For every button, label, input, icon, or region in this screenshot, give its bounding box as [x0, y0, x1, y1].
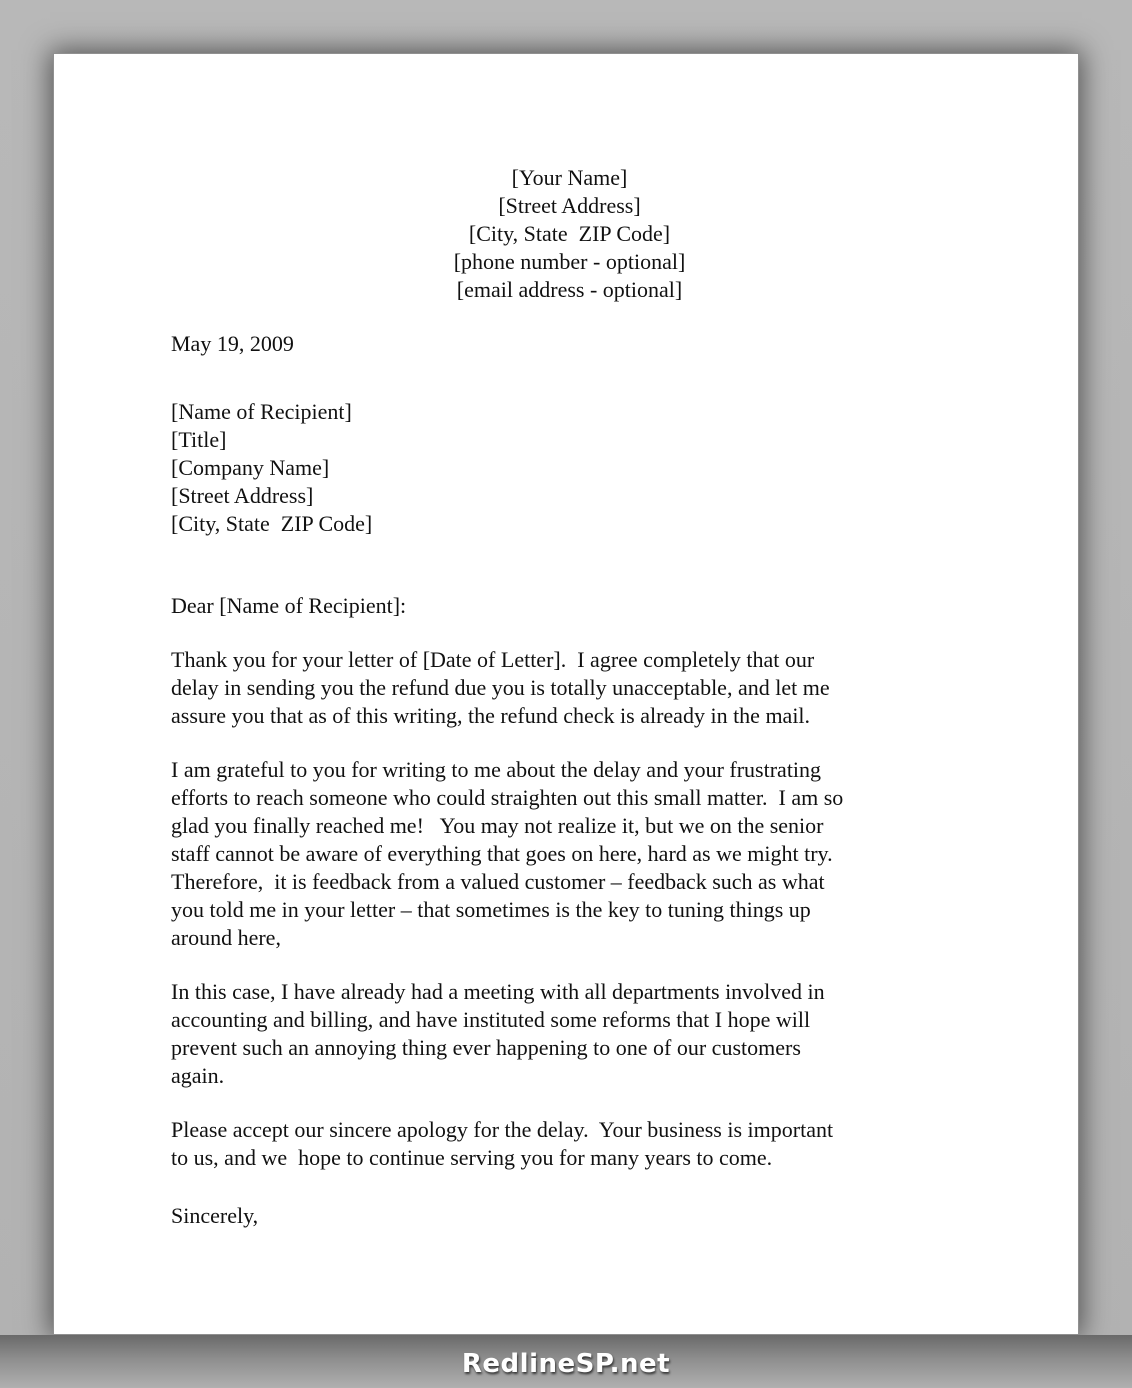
- paragraph-2: [171, 756, 968, 952]
- paragraph-2-line: glad you finally reached me! You may not realize it, but we on the senior: [171, 813, 824, 838]
- paragraph-3-line: again.: [171, 1063, 225, 1088]
- sender-city-line: [City, State ZIP Code]: [468, 221, 671, 246]
- letter-body: [54, 54, 1078, 1230]
- paragraph-4-line: Please accept our sincere apology for the delay. Your business is important: [171, 1117, 834, 1142]
- watermark-text: RedlineSP.net: [461, 1349, 671, 1379]
- salutation: Dear [Name of Recipient]:: [171, 593, 407, 618]
- recipient-street-line: [Street Address]: [171, 483, 314, 508]
- paragraph-2-line: efforts to reach someone who could straighten out this small matter. I am so: [171, 785, 844, 810]
- sender-phone-line: [phone number - optional]: [453, 249, 686, 274]
- paragraph-1: [171, 646, 968, 730]
- footer-shadow-bar: [0, 1335, 1132, 1388]
- closing-signoff: Sincerely,: [171, 1203, 259, 1228]
- paragraph-2-line: Therefore, it is feedback from a valued customer – feedback such as what: [171, 869, 825, 894]
- paragraph-2-line: I am grateful to you for writing to me about the delay and your frustrating: [171, 757, 822, 782]
- recipient-title-line: [Title]: [171, 427, 227, 452]
- sender-address-block: [171, 164, 968, 304]
- paragraph-3: [171, 978, 968, 1090]
- paragraph-2-line: staff cannot be aware of everything that goes on here, hard as we might try.: [171, 841, 833, 866]
- paragraph-3-line: prevent such an annoying thing ever happening to one of our customers: [171, 1035, 801, 1060]
- paragraph-1-line: assure you that as of this writing, the refund check is already in the mail.: [171, 703, 811, 728]
- paragraph-2-line: around here,: [171, 925, 281, 950]
- paragraph-4: [171, 1116, 968, 1172]
- recipient-company-line: [Company Name]: [171, 455, 330, 480]
- recipient-address-block: [171, 398, 968, 538]
- paragraph-1-line: delay in sending you the refund due you is totally unacceptable, and let me: [171, 675, 830, 700]
- letter-date: May 19, 2009: [171, 331, 294, 356]
- paragraph-4-line: to us, and we hope to continue serving you for many years to come.: [171, 1145, 773, 1170]
- recipient-name-line: [Name of Recipient]: [171, 399, 352, 424]
- sender-street-line: [Street Address]: [498, 193, 641, 218]
- paragraph-2-line: you told me in your letter – that sometimes is the key to tuning things up: [171, 897, 811, 922]
- paragraph-3-line: In this case, I have already had a meeting with all departments involved in: [171, 979, 825, 1004]
- paragraph-1-line: Thank you for your letter of [Date of Letter]. I agree completely that our: [171, 647, 815, 672]
- letter-page: [53, 53, 1079, 1335]
- paragraph-3-line: accounting and billing, and have instituted some reforms that I hope will: [171, 1007, 811, 1032]
- sender-name-line: [Your Name]: [511, 165, 628, 190]
- sender-email-line: [email address - optional]: [456, 277, 683, 302]
- recipient-city-line: [City, State ZIP Code]: [171, 511, 373, 536]
